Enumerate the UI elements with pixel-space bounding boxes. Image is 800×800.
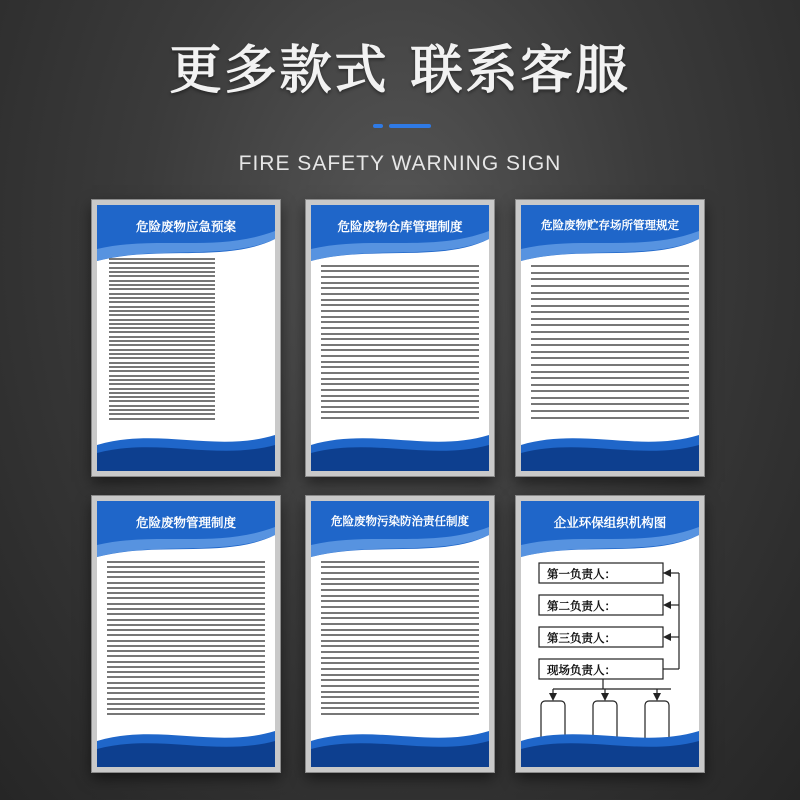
sign-board-warehouse-rules[interactable]	[306, 200, 494, 476]
board-footer-wave	[97, 423, 275, 471]
board-footer-wave	[97, 719, 275, 767]
page-subtitle: FIRE SAFETY WARNING SIGN	[238, 152, 562, 175]
sign-board-org-chart[interactable]	[516, 496, 704, 772]
board-body-text	[531, 263, 689, 421]
board-title: 危险废物污染防治责任制度	[331, 514, 469, 528]
org-level-3-label: 第三负责人：	[547, 631, 616, 645]
org-level-1-label: 第一负责人：	[547, 567, 616, 581]
board-title: 危险废物仓库管理制度	[337, 219, 463, 234]
accent-dot	[373, 124, 383, 128]
board-body-text	[109, 257, 215, 421]
board-title: 危险废物应急预案	[135, 219, 236, 234]
accent-bar	[389, 124, 431, 128]
org-level-4-label: 现场负责人：	[547, 663, 616, 677]
page-title: 更多款式 联系客服	[169, 41, 631, 101]
board-body-text	[107, 559, 265, 717]
board-header-wave	[311, 501, 489, 563]
sign-board-pollution-responsibility[interactable]	[306, 496, 494, 772]
board-footer-wave	[521, 719, 699, 767]
org-level-2-label: 第二负责人：	[547, 599, 616, 613]
board-footer-wave	[311, 423, 489, 471]
sign-board-emergency-plan[interactable]	[92, 200, 280, 476]
board-body-text	[321, 263, 479, 421]
board-title: 危险废物管理制度	[135, 515, 236, 530]
sign-board-storage-rules[interactable]	[516, 200, 704, 476]
board-footer-wave	[521, 423, 699, 471]
board-title: 企业环保组织机构图	[553, 515, 667, 530]
board-header-wave	[311, 205, 489, 267]
sign-board-management-rules[interactable]	[92, 496, 280, 772]
board-header-wave	[521, 205, 699, 267]
board-header-wave	[97, 501, 275, 563]
board-footer-wave	[311, 719, 489, 767]
board-title: 危险废物贮存场所管理规定	[541, 218, 679, 232]
board-body-text	[321, 559, 479, 717]
